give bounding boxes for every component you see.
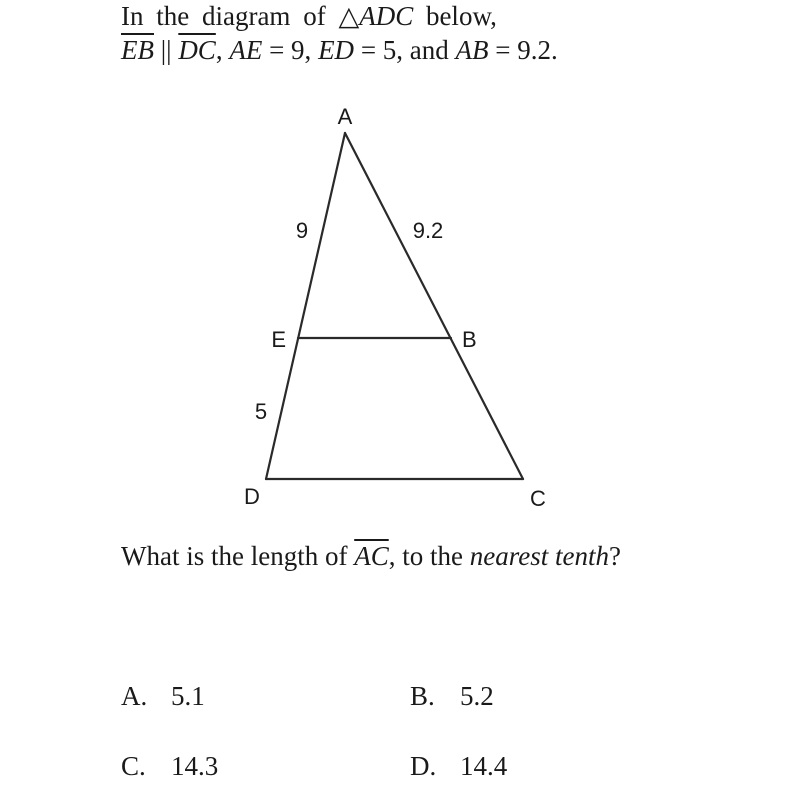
question-text: [121, 538, 666, 574]
vertex-label-e: E: [271, 327, 286, 352]
given-ed-value: = 5, and: [354, 35, 456, 65]
question-part-3: ?: [608, 541, 621, 571]
choice-a[interactable]: [121, 680, 205, 712]
segment-ac: $\overline{AC}$: [354, 541, 389, 571]
question-part-1: What is the length of: [121, 541, 355, 571]
choice-c-letter: C.: [121, 751, 146, 781]
choice-a-value: 5.1: [171, 681, 205, 711]
given-ed-variable: ED: [318, 35, 355, 65]
choice-d[interactable]: [410, 750, 507, 782]
choice-b[interactable]: [410, 680, 494, 712]
segment-dc: $\overline{DC}$: [178, 35, 216, 65]
vertex-label-d: D: [244, 484, 260, 509]
choice-d-letter: D.: [410, 751, 437, 781]
parallel-symbol: ||: [160, 35, 172, 65]
segment-eb: $\overline{EB}$: [121, 35, 154, 65]
vertex-label-a: A: [337, 104, 353, 129]
vertex-label-b: B: [462, 327, 477, 352]
choice-c-value: 14.3: [171, 751, 219, 781]
given-ab-variable: AB: [455, 35, 489, 65]
side-ad: [266, 133, 345, 479]
triangle-name: ADC: [359, 1, 414, 31]
choice-b-letter: B.: [410, 681, 435, 711]
choice-b-value: 5.2: [460, 681, 494, 711]
triangle-symbol: △: [338, 1, 360, 31]
given-ab-value: = 9.2.: [488, 35, 558, 65]
question-part-2: , to the: [388, 541, 470, 571]
intro-text: In the diagram of: [121, 1, 326, 31]
choice-d-value: 14.4: [460, 751, 508, 781]
choice-a-letter: A.: [121, 681, 148, 711]
problem-line-2: $\overline{EB}$ || $\overline{DC}$, AE = 9, ED = 5, and AB = 9.2.: [121, 35, 558, 65]
side-ac: [345, 133, 523, 479]
intro-end-text: below,: [425, 1, 497, 31]
question-emphasis-nearest: nearest: [469, 541, 549, 571]
side-label-ae: 9: [295, 218, 309, 243]
side-label-ed: 5: [254, 399, 268, 424]
vertex-label-c: C: [530, 486, 546, 511]
side-label-ab: 9.2: [412, 218, 444, 243]
given-ae-variable: AE: [229, 35, 263, 65]
given-ae-value: = 9,: [262, 35, 319, 65]
choice-c[interactable]: [121, 750, 218, 782]
question-emphasis-tenth: tenth: [554, 541, 609, 571]
